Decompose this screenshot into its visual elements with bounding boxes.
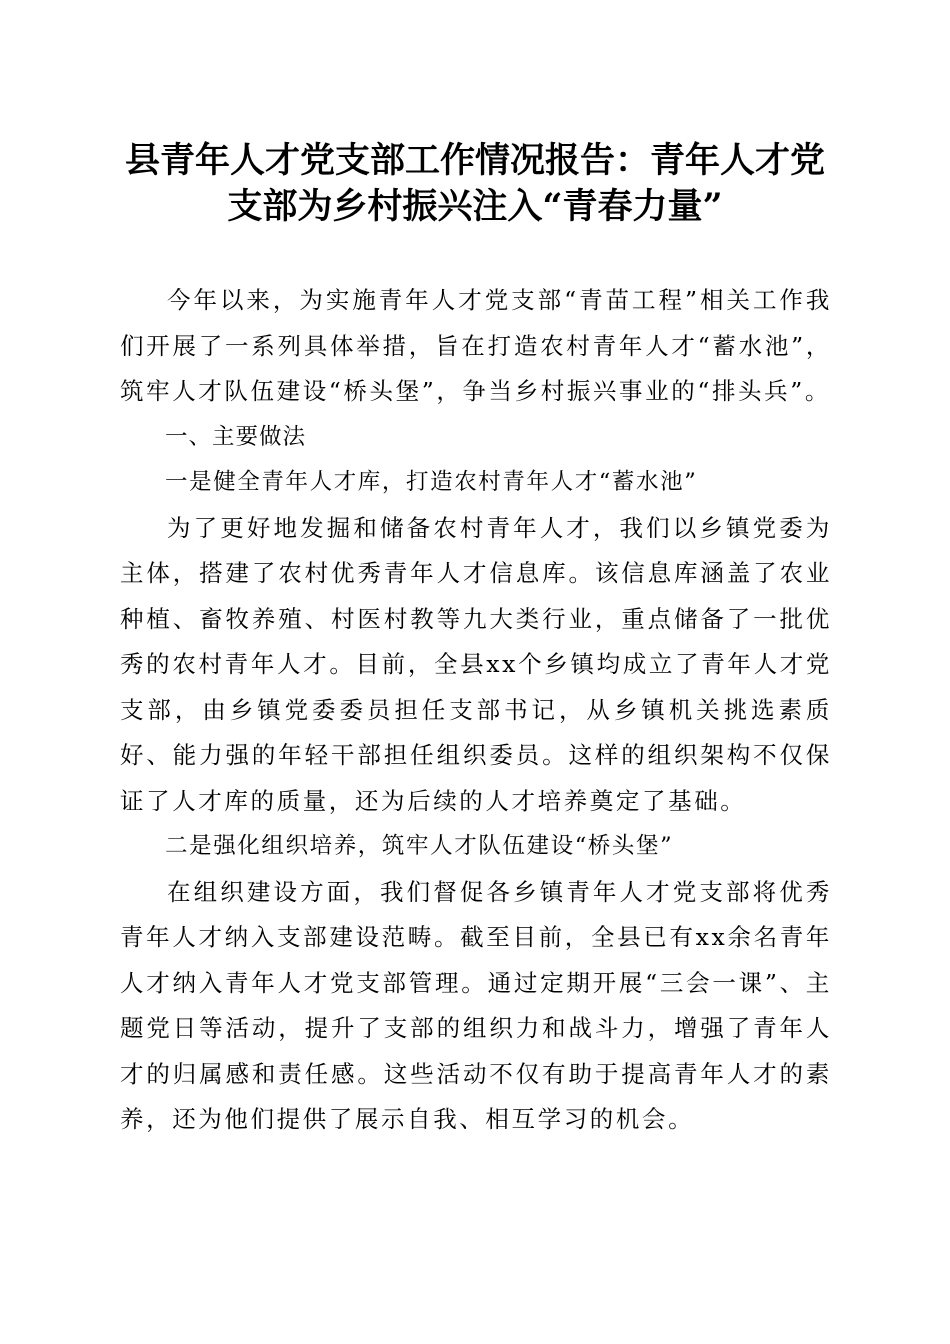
document-body <box>120 278 832 1143</box>
paragraph-talent-pool: 为了更好地发掘和储备农村青年人才，我们以乡镇党委为主体，搭建了农村优秀青年人才信息库。该信息库涵盖了农业种植、畜牧养殖、村医村教等九大类行业，重点储备了一批优秀的农村青年人才。目前，全县xx个乡镇均成立了青年人才党支部，由乡镇党委委员担任支部书记，从乡镇机关挑选素质好、能力强的年轻干部担任组织委员。这样的组织架构不仅保证了人才库的质量，还为后续的人才培养奠定了基础。 <box>120 513 832 815</box>
subheading-talent-pool: 一是健全青年人才库，打造农村青年人才“蓄水池” <box>165 469 698 495</box>
document-title <box>90 138 860 230</box>
subheading-organization-training: 二是强化组织培养，筑牢人才队伍建设“桥头堡” <box>165 833 674 859</box>
section-heading-main-practices: 一、主要做法 <box>165 423 307 450</box>
title-line-2: 支部为乡村振兴注入“青春力量” <box>227 186 723 227</box>
paragraph-organization-training: 在组织建设方面，我们督促各乡镇青年人才党支部将优秀青年人才纳入支部建设范畴。截至目前，全县已有xx余名青年人才纳入青年人才党支部管理。通过定期开展“三会一课”、主题党日等活动，提升了支部的组织力和战斗力，增强了青年人才的归属感和责任感。这些活动不仅有助于提高青年人才的素养，还为他们提供了展示自我、相互学习的机会。 <box>120 877 832 1133</box>
title-line-1: 县青年人才党支部工作情况报告：青年人才党 <box>124 140 825 181</box>
intro-paragraph: 今年以来，为实施青年人才党支部“青苗工程”相关工作我们开展了一系列具体举措，旨在打造农村青年人才“蓄水池”，筑牢人才队伍建设“桥头堡”，争当乡村振兴事业的“排头兵”。 <box>120 286 832 405</box>
